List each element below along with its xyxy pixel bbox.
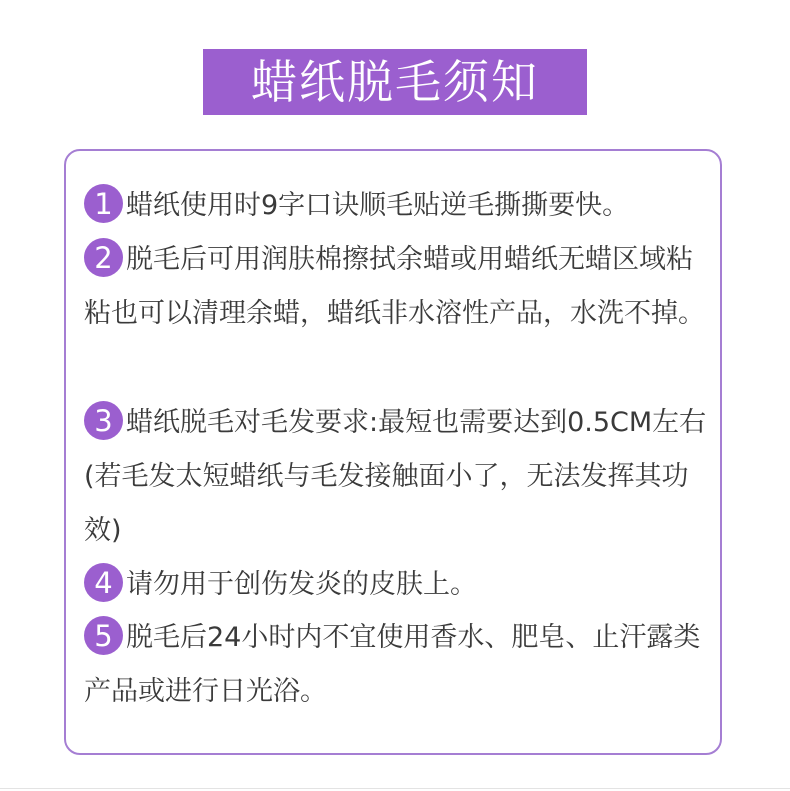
item-text: 脱毛后可用润肤棉擦拭余蜡或用蜡纸无蜡区域粘粘也可以清理余蜡，蜡纸非水溶性产品，水洗不掉。 [84,244,705,329]
number-badge: 4 [84,563,123,602]
item-text: 请勿用于创伤发炎的皮肤上。 [126,569,477,600]
number-badge: 3 [84,401,123,440]
item-text: 蜡纸使用时9字口诀顺毛贴逆毛撕撕要快。 [126,190,630,221]
list-item [84,396,714,558]
number-badge: 1 [84,184,123,223]
title-banner [203,49,587,115]
notice-card [64,149,722,755]
list-item [84,558,714,612]
item-text: 脱毛后24小时内不宜使用香水、肥皂、止汗露类产品或进行日光浴。 [84,622,701,707]
number-badge: 5 [84,616,123,655]
page-title: 蜡纸脱毛须知 [251,55,539,109]
list-item [84,233,714,341]
item-text: 蜡纸脱毛对毛发要求:最短也需要达到0.5CM左右(若毛发太短蜡纸与毛发接触面小了，无法发挥其功效) [84,407,707,546]
list-item [84,179,714,233]
number-badge: 2 [84,238,123,277]
list-item [84,611,714,719]
footer-divider [0,788,790,789]
